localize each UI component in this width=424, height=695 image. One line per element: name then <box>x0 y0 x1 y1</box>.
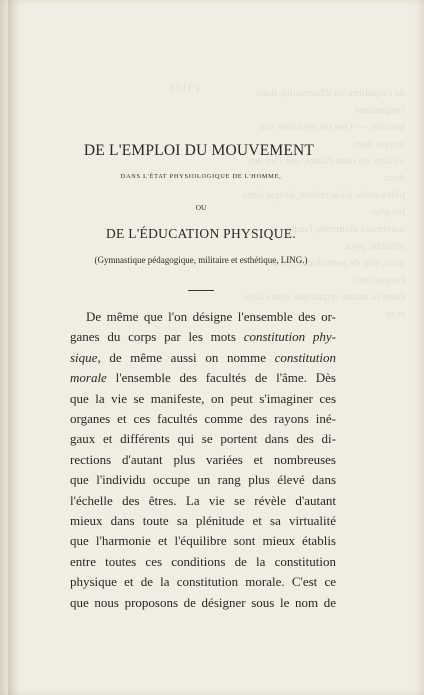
body-line: organes et ces facultés comme des rayons iné- <box>70 411 336 427</box>
body-line: sique, de même aussi on nomme constitution <box>70 349 336 365</box>
page-fold-shadow <box>8 0 20 695</box>
body-line: physique et de la constitution morale. C'est ce <box>70 574 336 590</box>
show-through-line: un sens ou dans l'autre, que l'un des deux <box>248 155 405 184</box>
title-connector: OU <box>195 203 207 212</box>
body-line: rections d'autant plus variées et nombreuses <box>70 451 336 467</box>
show-through-page-number: ( 110 ) <box>170 82 199 94</box>
show-through-line: humain. — Que cet équilibre soit rompu dans <box>258 121 405 150</box>
show-through-line: de l'équilibre ou d'harmonie, dans l'organisme <box>256 87 405 116</box>
body-line: gaux et différents qui se portent dans des di- <box>70 431 336 447</box>
body-line: mieux dans toute sa plénitude et sa virtualité <box>70 513 336 529</box>
body-line: que l'harmonie et l'équilibre sont mieux établis <box>70 533 336 549</box>
section-divider <box>188 290 214 291</box>
body-line: entre toutes ces conditions de la constitution <box>70 553 336 569</box>
body-line: que la vie se manifeste, on peut s'imaginer ces <box>70 390 336 406</box>
chapter-subtitle: DANS L'ÉTAT PHYSIOLOGIQUE DE L'HOMME, <box>120 173 282 180</box>
show-through-line: nombreux éléments, l'unité s'y affaiblit, pour <box>271 223 405 252</box>
body-line: ganes du corps par les mots constitution phy- <box>70 329 336 345</box>
chapter-alt-title: DE L'ÉDUCATION PHYSIQUE. <box>106 226 296 241</box>
show-through-line: nous, état de perturbation dans l'organisme. <box>270 257 405 286</box>
body-line: que nous proposons de désigner sous le nom de <box>70 594 336 610</box>
body-line: que l'individu occupe un rang plus élevé dans <box>70 472 336 488</box>
show-through-line: pôles tende à s'accroître, jusque dans les plus <box>242 189 405 218</box>
chapter-title: DE L'EMPLOI DU MOUVEMENT <box>83 142 315 159</box>
body-paragraph <box>70 307 336 613</box>
show-through-line: Dans la nature organique, tout existe et se <box>243 291 405 320</box>
chapter-caption: (Gymnastique pédagogique, militaire et esthétique, LING.) <box>94 255 308 265</box>
body-line: De même que l'on désigne l'ensemble des or- <box>86 309 336 324</box>
body-line: l'échelle des êtres. La vie se révèle d'autant <box>70 492 336 508</box>
body-line: morale l'ensemble des facultés de l'âme. Dès <box>70 370 336 386</box>
